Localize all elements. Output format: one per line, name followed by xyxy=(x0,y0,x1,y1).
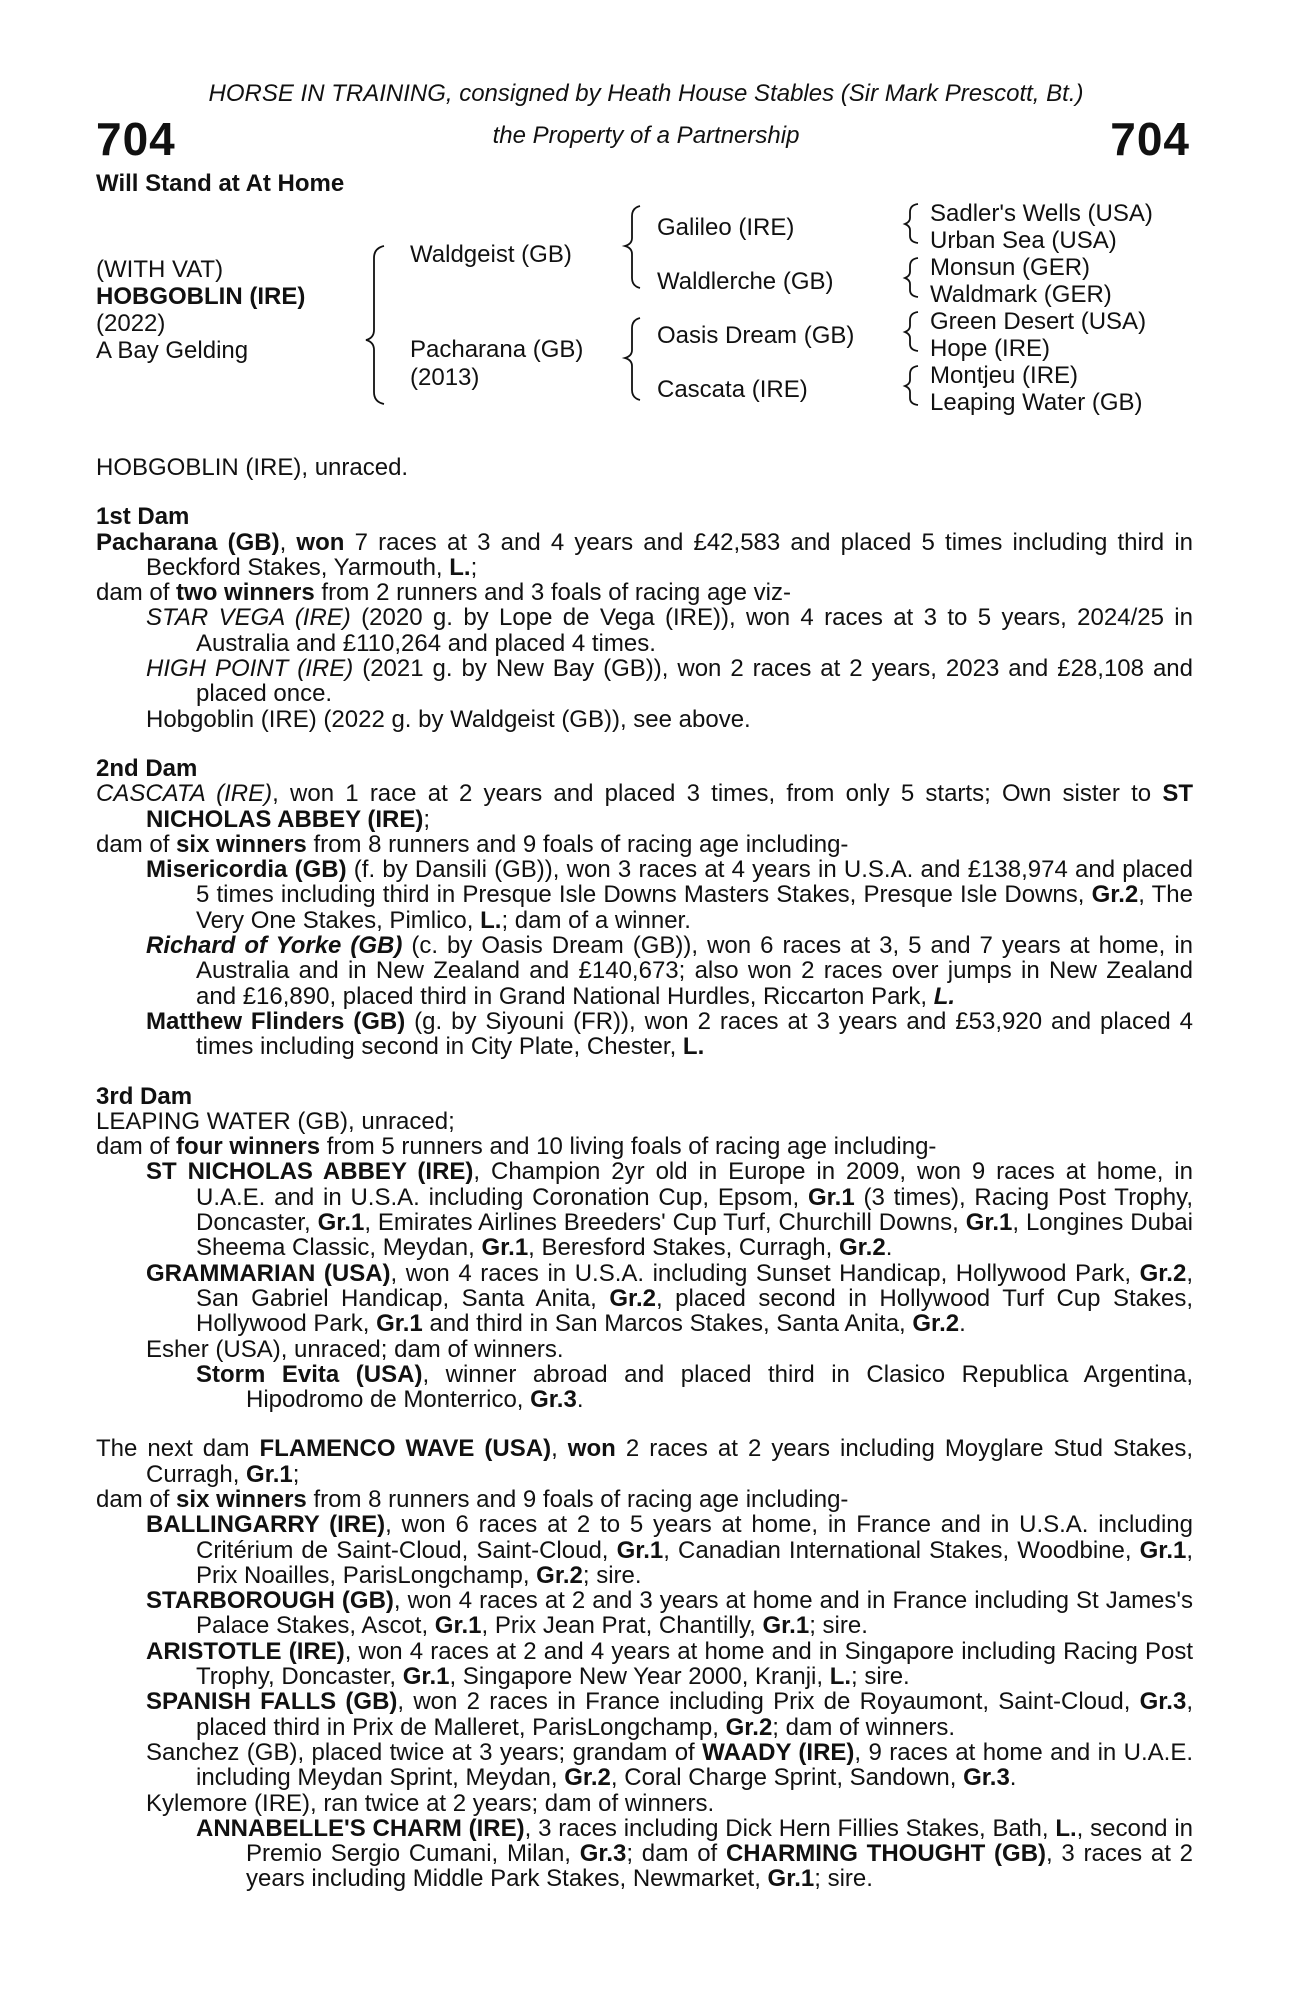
horse-name-text: ANNABELLE'S CHARM (IRE) xyxy=(196,1814,525,1842)
produce-kylemore: Kylemore (IRE), ran twice at 2 years; dam of winners. xyxy=(146,1789,715,1817)
record-text: ; xyxy=(292,1460,300,1488)
record-text: Gr.3 xyxy=(530,1386,577,1414)
horse-name-text: Richard of Yorke (GB) xyxy=(146,932,403,960)
pedigree-gen2-3: Oasis Dream (GB) xyxy=(657,322,855,349)
horse-name-text: CHARMING THOUGHT (GB) xyxy=(725,1840,1047,1868)
pedigree-gen3-3: Monsun (GER) xyxy=(930,254,1091,281)
produce-spanish-falls xyxy=(96,1689,1193,1740)
pedigree-gen3-7: Montjeu (IRE) xyxy=(930,362,1079,389)
record-text: ; sire. xyxy=(582,1561,642,1589)
horse-name-text: won xyxy=(296,528,345,556)
record-text: Gr.1 xyxy=(1139,1536,1187,1564)
record-text: L. xyxy=(933,982,956,1010)
record-text: . xyxy=(959,1310,966,1338)
horse-name-text: GRAMMARIAN (USA) xyxy=(146,1259,391,1287)
record-text: . xyxy=(885,1234,893,1262)
next-dam-record: The next dam FLAMENCO WAVE (USA), won 2 races at 2 years including Moyglare Stud Stakes, Curragh, Gr.1; xyxy=(96,1435,1193,1488)
brace-gen3-2 xyxy=(905,258,918,297)
record-text: ; xyxy=(470,553,478,581)
third-dam-heading: 3rd Dam xyxy=(96,1082,193,1110)
record-text: , 3 races at 2 years including Middle Park Stakes, Newmarket, xyxy=(246,1840,1194,1893)
horse-name-text: Storm Evita (USA) xyxy=(196,1360,423,1388)
horse-name-text: two winners xyxy=(176,579,315,607)
record-text: (2020 g. by Lope de Vega (IRE)), won 4 races at 3 to 5 years, 2024/25 in Australia and £110,264 and placed 4 times. xyxy=(196,604,1193,657)
record-text: , Emirates Airlines Breeders' Cup Turf, Churchill Downs, xyxy=(364,1209,966,1237)
brace-gen3-4 xyxy=(905,366,918,405)
record-text: HIGH POINT (IRE) xyxy=(146,655,354,683)
horse-name-text: four winners xyxy=(176,1133,321,1161)
second-dam-name: CASCATA (IRE) xyxy=(96,780,273,808)
record-text: , placed third in Prix de Malleret, ParisLongchamp, xyxy=(196,1688,1193,1741)
produce-high-point xyxy=(96,656,1193,707)
record-text: . xyxy=(576,1386,584,1414)
record-text: L. xyxy=(682,1033,705,1061)
consignor-line: HORSE IN TRAINING, consigned by Heath House Stables (Sir Mark Prescott, Bt.) xyxy=(208,80,1084,107)
pedigree-gen3-2: Urban Sea (USA) xyxy=(930,227,1117,254)
brace-gen2-top xyxy=(625,206,640,288)
record-text: , second in Premio Sergio Cumani, Milan, xyxy=(246,1814,1194,1868)
record-text: 2 races at 2 years including Moyglare Stud Stakes, Curragh, xyxy=(146,1435,1193,1488)
catalogue-body xyxy=(96,455,1193,1892)
record-text: 7 races at 3 and 4 years and £42,583 and placed 5 times including third in Beckford Stakes, Yarmouth, xyxy=(146,528,1194,581)
pedigree-gen2-2: Waldlerche (GB) xyxy=(657,268,834,295)
second-dam-heading: 2nd Dam xyxy=(96,754,198,782)
record-text: , Longines Dubai Sheema Classic, Meydan, xyxy=(196,1209,1193,1262)
brace-gen2-bottom xyxy=(625,318,640,400)
record-text: , Singapore New Year 2000, Kranji, xyxy=(449,1663,830,1691)
record-text: Gr.1 xyxy=(767,1865,815,1893)
property-line: the Property of a Partnership xyxy=(492,122,800,149)
horse-name-text: Matthew Flinders (GB) xyxy=(146,1007,406,1035)
produce-starborough xyxy=(96,1588,1193,1639)
record-text: ; xyxy=(423,805,431,833)
record-text: (3 times), Racing Post Trophy, Doncaster, xyxy=(196,1183,1193,1237)
record-text: dam of xyxy=(96,1133,177,1161)
record-text: , Prix Jean Prat, Chantilly, xyxy=(481,1612,763,1640)
horse-name-text: WAADY (IRE) xyxy=(702,1738,855,1766)
record-text: , placed second in Hollywood Turf Cup Stakes, Hollywood Park, xyxy=(196,1284,1194,1338)
record-text: , Champion 2yr old in Europe in 2009, won 9 races at home, in U.A.E. and in U.S.A. including Coronation Cup, Epsom, xyxy=(196,1158,1193,1211)
horse-name-text: STARBOROUGH (GB) xyxy=(146,1587,394,1615)
record-text: , The Very One Stakes, Pimlico, xyxy=(196,881,1193,934)
pedigree-gen3-4: Waldmark (GER) xyxy=(930,281,1112,308)
record-text: dam of xyxy=(96,579,177,607)
pedigree-dam-year: (2013) xyxy=(410,364,480,391)
stand-note: Will Stand at At Home xyxy=(96,170,345,197)
record-text: Gr.1 xyxy=(616,1536,664,1564)
record-text: L. xyxy=(1055,1814,1077,1842)
first-dam-name: Pacharana (GB) xyxy=(96,528,280,556)
horse-year: (2022) xyxy=(96,310,166,337)
record-text: Gr.1 xyxy=(246,1460,293,1488)
record-text: , won 6 races at 2 to 5 years at home, in France and in U.S.A. including Critérium de Saint-Cloud, Saint-Cloud, xyxy=(196,1511,1194,1564)
horse-description: A Bay Gelding xyxy=(96,337,249,364)
record-text: Gr.3 xyxy=(579,1840,627,1868)
horse-name-text: SPANISH FALLS (GB) xyxy=(146,1688,398,1716)
third-dam-name: LEAPING WATER (GB), unraced; xyxy=(96,1107,455,1135)
record-text: Gr.2 xyxy=(536,1561,583,1589)
record-text: , won 4 races at 2 and 3 years at home and in France including St James's Palace Stakes, Ascot, xyxy=(196,1587,1193,1640)
record-text: Gr.2 xyxy=(564,1764,611,1792)
record-text: Gr.1 xyxy=(965,1209,1013,1237)
record-text: , winner abroad and placed third in Clasico Republica Argentina, Hipodromo de Monterrico, xyxy=(246,1360,1193,1414)
record-text: (g. by Siyouni (FR)), won 2 races at 3 years and £53,920 and placed 4 times including second in City Plate, Chester, xyxy=(196,1007,1194,1061)
record-text: . xyxy=(1009,1764,1017,1792)
record-text: Gr.1 xyxy=(317,1209,365,1237)
pedigree-gen3-5: Green Desert (USA) xyxy=(930,308,1147,335)
produce-annabelles-charm xyxy=(96,1816,1193,1892)
horse-name-text: ST NICHOLAS ABBEY (IRE) xyxy=(146,780,1194,833)
horse-name-text: Misericordia (GB) xyxy=(146,856,347,884)
record-text: ; dam of xyxy=(626,1840,726,1868)
record-text: The next dam xyxy=(96,1435,260,1463)
record-text: Gr.1 xyxy=(434,1612,482,1640)
pedigree-gen2-4: Cascata (IRE) xyxy=(657,376,808,403)
record-text: Gr.2 xyxy=(725,1713,773,1741)
record-text: Gr.2 xyxy=(912,1310,960,1338)
record-text: ; sire. xyxy=(851,1663,910,1691)
second-dam-produce-summary xyxy=(96,832,1193,857)
produce-misericordia xyxy=(96,857,1193,933)
record-text: L. xyxy=(829,1663,852,1691)
horse-name-text: FLAMENCO WAVE (USA) xyxy=(259,1435,552,1463)
record-text: ; sire. xyxy=(814,1865,873,1893)
record-text: Sanchez (GB), placed twice at 3 years; grandam of xyxy=(146,1738,703,1766)
record-text: , 9 races at home and in U.A.E. including Meydan Sprint, Meydan, xyxy=(196,1738,1193,1792)
brace-gen1 xyxy=(366,246,384,404)
horse-name-text: BALLINGARRY (IRE) xyxy=(146,1511,386,1539)
produce-matthew-flinders xyxy=(96,1009,1193,1060)
record-text: STAR VEGA (IRE) xyxy=(146,604,351,632)
record-text: Gr.2 xyxy=(1139,1259,1187,1287)
next-dam-produce-summary xyxy=(96,1487,1193,1512)
horse-name-text: won xyxy=(567,1435,616,1463)
record-text: Gr.2 xyxy=(609,1284,657,1312)
record-text: L. xyxy=(449,553,471,581)
record-text: dam of xyxy=(96,1485,177,1513)
produce-richard-of-yorke xyxy=(96,933,1193,1009)
record-text: from 5 runners and 10 living foals of racing age including- xyxy=(320,1133,937,1161)
record-text: from 2 runners and 3 foals of racing age viz- xyxy=(314,579,791,607)
record-text: , won 1 race at 2 years and placed 3 times, from only 5 starts; Own sister to xyxy=(272,780,1163,808)
produce-sanchez xyxy=(96,1740,1193,1791)
record-text: Gr.1 xyxy=(807,1183,855,1211)
record-text: , Beresford Stakes, Curragh, xyxy=(528,1234,839,1262)
vat-note: (WITH VAT) xyxy=(96,256,224,283)
record-text: (f. by Dansili (GB)), won 3 races at 4 years in U.S.A. and £138,974 and placed 5 times including third in Presque Isle Downs Masters Stakes, Presque Isle Downs, xyxy=(196,856,1194,909)
record-text: dam of xyxy=(96,830,177,858)
pedigree-gen2-1: Galileo (IRE) xyxy=(657,214,795,241)
intro-line: HOBGOBLIN (IRE), unraced. xyxy=(96,454,409,481)
record-text: Gr.2 xyxy=(838,1234,886,1262)
horse-name-text: ST NICHOLAS ABBEY (IRE) xyxy=(146,1158,474,1186)
record-text: , Coral Charge Sprint, Sandown, xyxy=(610,1764,964,1792)
produce-ballingarry xyxy=(96,1512,1193,1588)
produce-hobgoblin: Hobgoblin (IRE) (2022 g. by Waldgeist (GB)), see above. xyxy=(146,705,751,733)
record-text: ; dam of a winner. xyxy=(501,906,691,934)
lot-number-right: 704 xyxy=(1110,113,1190,165)
horse-name-text: six winners xyxy=(176,1485,307,1513)
record-text: , Canadian International Stakes, Woodbine, xyxy=(663,1536,1140,1564)
record-text: Gr.3 xyxy=(963,1764,1010,1792)
record-text: , won 2 races in France including Prix de Royaumont, Saint-Cloud, xyxy=(397,1688,1140,1716)
brace-gen3-3 xyxy=(905,312,918,351)
lot-number-left: 704 xyxy=(96,113,176,165)
record-text: Gr.1 xyxy=(762,1612,810,1640)
pedigree-sire: Waldgeist (GB) xyxy=(410,241,572,268)
produce-esher: Esher (USA), unraced; dam of winners. xyxy=(146,1335,564,1363)
record-text: , won 4 races in U.S.A. including Sunset Handicap, Hollywood Park, xyxy=(390,1259,1140,1287)
record-text: , Prix Noailles, ParisLongchamp, xyxy=(196,1536,1194,1589)
first-dam-produce-summary xyxy=(96,580,1193,605)
pedigree-gen3-6: Hope (IRE) xyxy=(930,335,1051,362)
second-dam-record xyxy=(96,781,1193,832)
produce-aristotle xyxy=(96,1639,1193,1690)
produce-star-vega xyxy=(96,605,1193,656)
horse-name-text: six winners xyxy=(176,830,307,858)
record-text: , won 4 races at 2 and 4 years at home and in Singapore including Racing Post Trophy, Doncaster, xyxy=(196,1637,1193,1691)
produce-grammarian xyxy=(96,1261,1193,1337)
record-text: ; sire. xyxy=(809,1612,868,1640)
produce-st-nicholas-abbey xyxy=(96,1159,1193,1260)
record-text: Gr.1 xyxy=(481,1234,529,1262)
record-text: Gr.1 xyxy=(376,1310,423,1338)
pedigree-gen3-1: Sadler's Wells (USA) xyxy=(930,200,1153,227)
record-text: (c. by Oasis Dream (GB)), won 6 races at 3, 5 and 7 years at home, in Australia and in New Zealand and £140,673; also won 2 races over jumps in New Zealand and £16,890, placed third in Grand National Hurdles, Riccarton Park, xyxy=(196,932,1193,1010)
pedigree-dam: Pacharana (GB) xyxy=(410,336,584,363)
record-text: and third in San Marcos Stakes, Santa Anita, xyxy=(422,1310,913,1338)
produce-storm-evita xyxy=(96,1362,1193,1413)
pedigree-gen3-8: Leaping Water (GB) xyxy=(930,389,1143,416)
record-text: (2021 g. by New Bay (GB)), won 2 races at 2 years, 2023 and £28,108 and placed once. xyxy=(196,655,1193,708)
record-text: from 8 runners and 9 foals of racing age including- xyxy=(306,830,849,858)
first-dam-heading: 1st Dam xyxy=(96,503,190,531)
horse-name-text: ARISTOTLE (IRE) xyxy=(146,1637,345,1665)
record-text: Gr.2 xyxy=(1091,881,1139,909)
record-text: , 3 races including Dick Hern Fillies Stakes, Bath, xyxy=(524,1814,1056,1842)
first-dam-record: Pacharana (GB), won 7 races at 3 and 4 years and £42,583 and placed 5 times including third in Beckford Stakes, Yarmouth, L.; xyxy=(96,528,1194,581)
third-dam-produce-summary xyxy=(96,1134,1193,1159)
record-text: L. xyxy=(480,906,502,934)
record-text: Gr.1 xyxy=(402,1663,450,1691)
record-text: from 8 runners and 9 foals of racing age including- xyxy=(306,1485,849,1513)
brace-gen3-1 xyxy=(905,204,918,243)
record-text: , San Gabriel Handicap, Santa Anita, xyxy=(196,1259,1193,1312)
record-text: ; dam of winners. xyxy=(772,1713,956,1741)
record-text: Gr.3 xyxy=(1139,1688,1187,1716)
horse-name: HOBGOBLIN (IRE) xyxy=(96,283,306,310)
